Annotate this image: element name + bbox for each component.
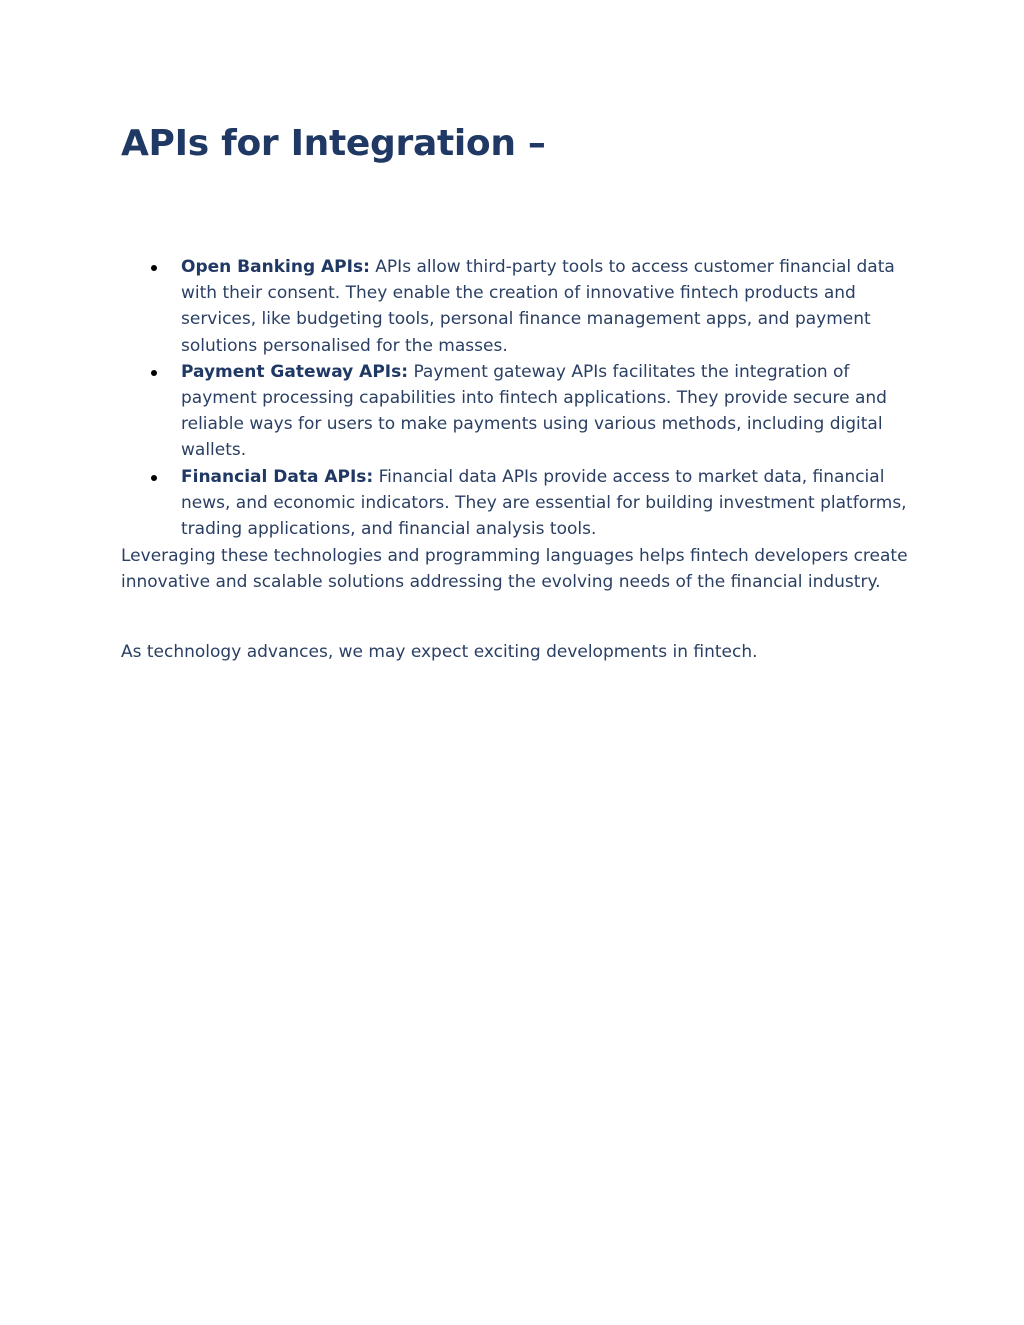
list-item bbox=[121, 254, 911, 359]
page-title: APIs for Integration – bbox=[121, 123, 546, 164]
bullet-text: Financial data APIs provide access to market data, financial news, and economic indicators. They are essential for building investment platforms, trading applications, and financial analysis tools. bbox=[181, 466, 907, 540]
bullet-text: Payment gateway APIs facilitates the integration of payment processing capabilities into fintech applications. They provide secure and reliable ways for users to make payments using various methods, including digital wallets. bbox=[181, 361, 887, 461]
document-page bbox=[121, 0, 911, 1325]
bullet-term: Open Banking APIs: bbox=[181, 257, 370, 277]
list-item bbox=[121, 359, 911, 464]
bullet-dot-icon bbox=[151, 370, 157, 376]
bullet-dot-icon bbox=[151, 265, 157, 271]
body-paragraph: Leveraging these technologies and programming languages helps fintech developers create innovative and scalable solutions addressing the evolving needs of the financial industry. bbox=[121, 546, 908, 593]
bullet-term: Payment Gateway APIs: bbox=[181, 361, 409, 382]
bullet-dot-icon bbox=[151, 475, 157, 481]
list-item bbox=[121, 464, 911, 543]
body-paragraph: As technology advances, we may expect exciting developments in fintech. bbox=[121, 642, 758, 662]
bullet-text: APIs allow third-party tools to access customer financial data with their consent. They enable the creation of innovative fintech products and services, like budgeting tools, personal finance management apps, and payment solutions personalised for the masses. bbox=[181, 257, 895, 356]
bullet-term: Financial Data APIs: bbox=[181, 466, 374, 487]
bullet-list bbox=[121, 254, 911, 542]
